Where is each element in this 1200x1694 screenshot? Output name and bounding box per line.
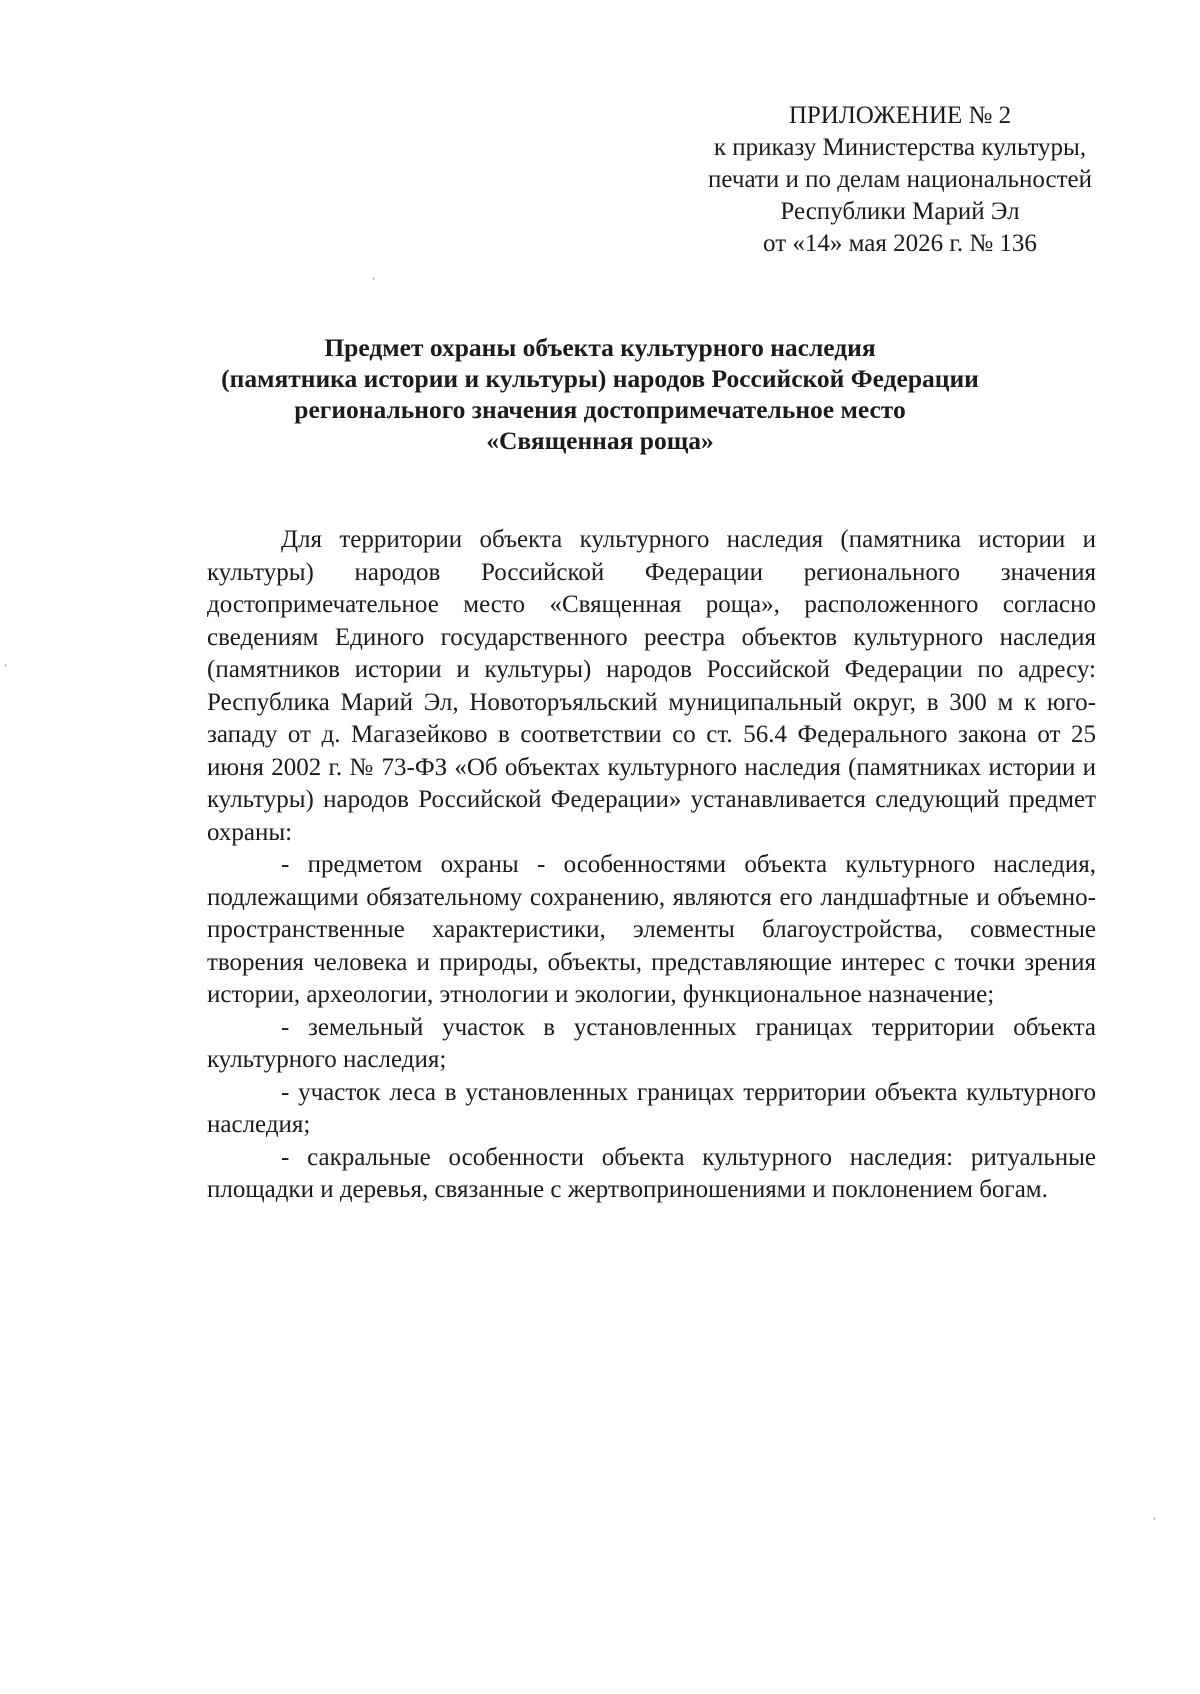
title-line-4: «Священная роща» (486, 426, 714, 455)
document-body (207, 524, 1096, 1207)
title-line-3: регионального значения достопримечательное место (294, 395, 906, 424)
intro-paragraph: Для территории объекта культурного наследия (памятника истории и культуры) народов Российской Федерации регионального значения достопримечательное место «Священная роща», расположенного согласно сведениям Единого государственного реестра объектов культурного наследия (памятников истории и культуры) народов Российской Федерации по адресу: Республика Марий Эл, Новоторъяльский муниципальный округ, в 300 м к юго-западу от д. Магазейково в соответствии со ст. 56.4 Федерального закона от 25 июня 2002 г. № 73-ФЗ «Об объектах культурного наследия (памятниках истории и культуры) народов Российской Федерации» устанавливается следующий предмет охраны: (207, 526, 1096, 846)
protection-item-forest-plot: - участок леса в установленных границах территории объекта культурного наследия; (207, 1078, 1096, 1138)
protection-item-land-plot: - земельный участок в установленных границах территории объекта культурного наследия; (207, 1013, 1096, 1073)
title-line-2: (памятника истории и культуры) народов Российской Федерации (221, 364, 979, 393)
appendix-header (665, 100, 1135, 260)
protection-item-sacral-features: - сакральные особенности объекта культурного наследия: ритуальные площадки и деревья, связанные с жертвоприношениями и поклонением богам. (207, 1143, 1096, 1203)
appendix-ref-line-1: к приказу Министерства культуры, (713, 134, 1087, 161)
appendix-ref-line-2: печати и по делам национальностей (708, 166, 1092, 193)
appendix-ref-line-3: Республики Марий Эл (780, 198, 1020, 225)
scan-speck (1153, 1517, 1156, 1520)
title-line-1: Предмет охраны объекта культурного наследия (324, 333, 876, 362)
protection-item-characteristics: - предметом охраны - особенностями объекта культурного наследия, подлежащими обязательному сохранению, являются его ландшафтные и объемно-пространственные характеристики, элементы благоустройства, совместные творения человека и природы, объекты, представляющие интерес с точки зрения истории, археологии, этнологии и экологии, функциональное назначение; (207, 851, 1096, 1008)
scan-speck (4, 664, 7, 667)
appendix-order-date: от «14» мая 2026 г. № 136 (763, 230, 1037, 257)
appendix-number: ПРИЛОЖЕНИЕ № 2 (788, 102, 1012, 129)
scan-speck (372, 277, 375, 280)
document-title (130, 332, 1070, 456)
